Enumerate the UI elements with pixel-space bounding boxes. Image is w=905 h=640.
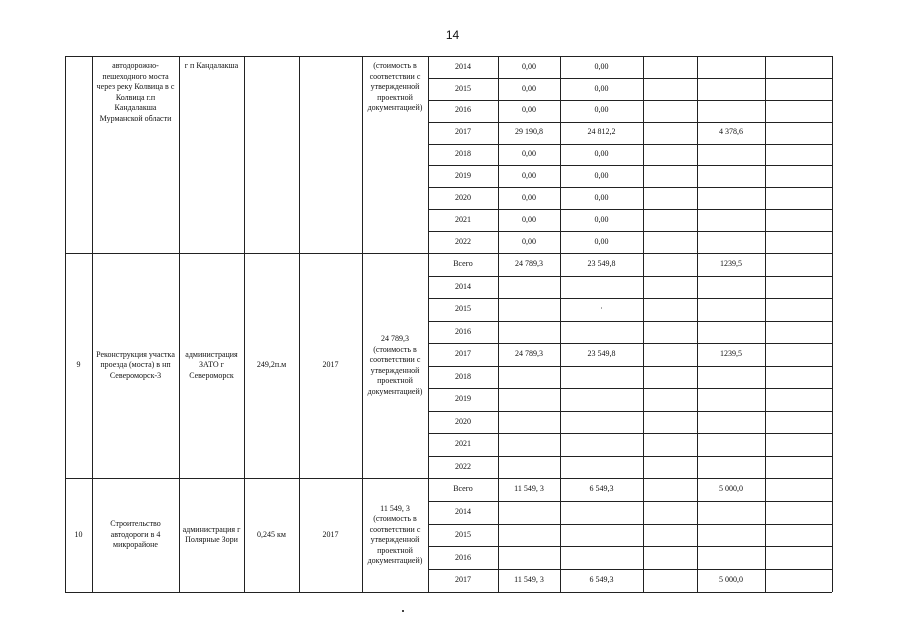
amount-col2: 23 549,8: [587, 349, 616, 358]
cell-owner: администрация г Полярные Зори: [182, 524, 241, 544]
amount-col5: [767, 321, 830, 344]
year-label: 2021: [455, 214, 471, 224]
year-label: 2020: [455, 416, 471, 426]
amount-col3: [645, 56, 695, 78]
amount-total: 24 789,3: [515, 349, 543, 358]
column-rule: [179, 56, 180, 592]
column-rule: [299, 56, 300, 592]
year-label: 2020: [455, 193, 471, 203]
amount-col5: [767, 366, 830, 389]
amount-col3: [645, 411, 695, 434]
amount-col4: [699, 321, 763, 344]
amount-col5: [767, 276, 830, 299]
amount-col2: [562, 411, 641, 434]
amount-total: [500, 501, 558, 524]
amount-col3: [645, 165, 695, 187]
amount-col4: [699, 56, 763, 78]
amount-col2: [562, 321, 641, 344]
amount-col4: [699, 165, 763, 187]
amount-col3: [645, 366, 695, 389]
column-rule: [428, 56, 429, 592]
amount-col4: [699, 411, 763, 434]
amount-col3: [645, 456, 695, 479]
amount-total: [500, 276, 558, 299]
amount-col4: [699, 231, 763, 253]
amount-col3: [645, 276, 695, 299]
year-label: Всего: [453, 259, 473, 268]
amount-total: 29 190,8: [515, 127, 543, 137]
amount-col3: [645, 253, 695, 276]
amount-col5: [767, 388, 830, 411]
amount-col5: [767, 456, 830, 479]
amount-total: 0,00: [522, 236, 536, 246]
amount-total: [500, 321, 558, 344]
column-rule: [560, 56, 561, 592]
amount-col5: [767, 569, 830, 592]
year-label: 2014: [455, 61, 471, 71]
cell-cost_note: (стоимость в соответствии с утвержденной проектной документацией): [367, 61, 423, 112]
scan-speck: [402, 610, 404, 612]
amount-col2: 0,00: [594, 193, 609, 203]
year-label: 2015: [455, 83, 471, 93]
year-label: 2021: [455, 439, 471, 448]
year-label: 2014: [455, 281, 471, 291]
amount-col5: [767, 209, 830, 231]
amount-col4: 1239,5: [720, 349, 742, 358]
cell-cost_note: 11 549, 3 (стоимость в соответствии с утвержденной проектной документацией): [367, 503, 423, 565]
amount-col5: [767, 187, 830, 209]
column-rule: [65, 56, 66, 592]
amount-col3: [645, 546, 695, 569]
amount-col5: [767, 343, 830, 366]
amount-col2: 0,00: [594, 149, 609, 159]
amount-col2: 23 549,8: [587, 259, 616, 268]
amount-col3: [645, 298, 695, 321]
cell-name: автодорожно-пешеходного моста через реку Колвица в с Колвица г.п Кандалакша Мурманской области: [96, 61, 175, 123]
year-label: 2019: [455, 171, 471, 181]
amount-col4: [699, 78, 763, 100]
cell-number: 9: [76, 360, 81, 370]
amount-col5: [767, 411, 830, 434]
amount-col2: [562, 366, 641, 389]
amount-col4: 5 000,0: [719, 484, 743, 494]
column-rule: [362, 56, 363, 592]
amount-col2: 6 549,3: [589, 575, 614, 585]
amount-col2: [562, 456, 641, 479]
amount-col2: 0,00: [594, 61, 609, 71]
amount-total: [500, 366, 558, 389]
amount-col3: [645, 231, 695, 253]
amount-col2: 0,00: [594, 83, 609, 93]
amount-col2: 24 812,2: [587, 127, 616, 137]
year-label: 2019: [455, 394, 471, 403]
amount-col4: [699, 100, 763, 122]
amount-col2: [562, 501, 641, 524]
amount-col4: [699, 298, 763, 321]
column-rule: [498, 56, 499, 592]
amount-col4: [699, 209, 763, 231]
amount-col4: [699, 456, 763, 479]
column-rule: [92, 56, 93, 592]
amount-col5: [767, 501, 830, 524]
year-label: 2015: [455, 529, 471, 539]
amount-total: 0,00: [522, 193, 536, 203]
amount-col4: [699, 187, 763, 209]
amount-total: [500, 388, 558, 411]
cell-owner: администрация ЗАТО г Североморск: [185, 349, 238, 380]
amount-col2: 6 549,3: [589, 484, 614, 494]
amount-col5: [767, 298, 830, 321]
amount-col4: [699, 366, 763, 389]
year-label: 2017: [455, 127, 471, 137]
year-label: 2017: [455, 349, 471, 358]
cell-year: 2017: [322, 360, 339, 370]
cell-capacity: 249,2п.м: [256, 360, 287, 370]
year-label: 2016: [455, 105, 471, 115]
amount-total: 11 549, 3: [514, 575, 544, 585]
amount-col5: [767, 56, 830, 78]
amount-total: [500, 546, 558, 569]
amount-col4: [699, 433, 763, 456]
amount-col2: [562, 433, 641, 456]
amount-col5: [767, 122, 830, 144]
amount-total: [500, 524, 558, 547]
amount-col3: [645, 209, 695, 231]
amount-total: [500, 433, 558, 456]
amount-col3: [645, 569, 695, 592]
amount-col2: [562, 546, 641, 569]
amount-col2: 0,00: [594, 236, 609, 246]
amount-col2: 0,00: [594, 214, 609, 224]
amount-col3: [645, 122, 695, 144]
column-rule: [765, 56, 766, 592]
column-rule: [244, 56, 245, 592]
cell-cost_note: 24 789,3 (стоимость в соответствии с утвержденной проектной документацией): [367, 334, 423, 396]
column-rule: [643, 56, 644, 592]
column-rule: [832, 56, 833, 592]
page-number: 14: [445, 28, 460, 42]
amount-col4: [699, 276, 763, 299]
amount-total: 0,00: [522, 83, 536, 93]
amount-col3: [645, 388, 695, 411]
amount-col5: [767, 78, 830, 100]
amount-total: [500, 456, 558, 479]
amount-col5: [767, 546, 830, 569]
amount-col5: [767, 478, 830, 501]
amount-total: [500, 298, 558, 321]
amount-col3: [645, 478, 695, 501]
amount-col3: [645, 187, 695, 209]
amount-col2: [562, 388, 641, 411]
amount-col2: 0,00: [594, 105, 609, 115]
amount-col4: [699, 524, 763, 547]
amount-total: 11 549, 3: [514, 484, 544, 494]
amount-col3: [645, 144, 695, 166]
year-label: 2016: [455, 326, 471, 336]
amount-col4: [699, 144, 763, 166]
cell-owner: г п Кандалакша: [184, 61, 239, 70]
cell-year: 2017: [322, 529, 339, 539]
year-label: 2022: [455, 461, 471, 471]
amount-col4: [699, 501, 763, 524]
cell-name: Реконструкция участка проезда (моста) в нп Североморск-3: [96, 349, 175, 380]
amount-total: 0,00: [522, 214, 536, 224]
amount-col3: [645, 524, 695, 547]
amount-col2: 0,00: [594, 171, 609, 181]
amount-col4: [699, 546, 763, 569]
cell-name: Строительство автодороги в 4 микрорайоне: [110, 519, 161, 550]
amount-total: 0,00: [522, 171, 536, 181]
amount-total: [500, 411, 558, 434]
year-label: 2015: [455, 304, 471, 313]
amount-total: 0,00: [522, 149, 536, 159]
year-label: 2017: [455, 575, 471, 585]
column-rule: [697, 56, 698, 592]
year-label: Всего: [453, 484, 473, 494]
row-rule: [65, 592, 832, 593]
cell-number: 10: [74, 529, 83, 539]
amount-col2: [562, 276, 641, 299]
amount-col3: [645, 343, 695, 366]
year-label: 2018: [455, 371, 471, 381]
amount-col4: 5 000,0: [719, 575, 743, 585]
amount-col5: [767, 253, 830, 276]
amount-col5: [767, 144, 830, 166]
amount-total: 0,00: [522, 105, 536, 115]
amount-col5: [767, 165, 830, 187]
amount-col5: [767, 100, 830, 122]
amount-col3: [645, 501, 695, 524]
amount-col4: 4 378,6: [719, 127, 743, 137]
year-label: 2018: [455, 149, 471, 159]
amount-col3: [645, 100, 695, 122]
amount-col4: [699, 388, 763, 411]
amount-total: 24 789,3: [515, 259, 543, 268]
year-label: 2022: [455, 236, 471, 246]
year-label: 2014: [455, 506, 471, 516]
amount-col5: [767, 433, 830, 456]
cell-capacity: 0,245 км: [257, 529, 286, 539]
amount-col2: ·: [600, 304, 603, 313]
year-label: 2016: [455, 552, 471, 562]
amount-col5: [767, 231, 830, 253]
amount-col3: [645, 78, 695, 100]
amount-col2: [562, 524, 641, 547]
amount-col5: [767, 524, 830, 547]
amount-col4: 1239,5: [720, 259, 742, 268]
amount-total: 0,00: [522, 61, 536, 71]
amount-col3: [645, 321, 695, 344]
amount-col3: [645, 433, 695, 456]
